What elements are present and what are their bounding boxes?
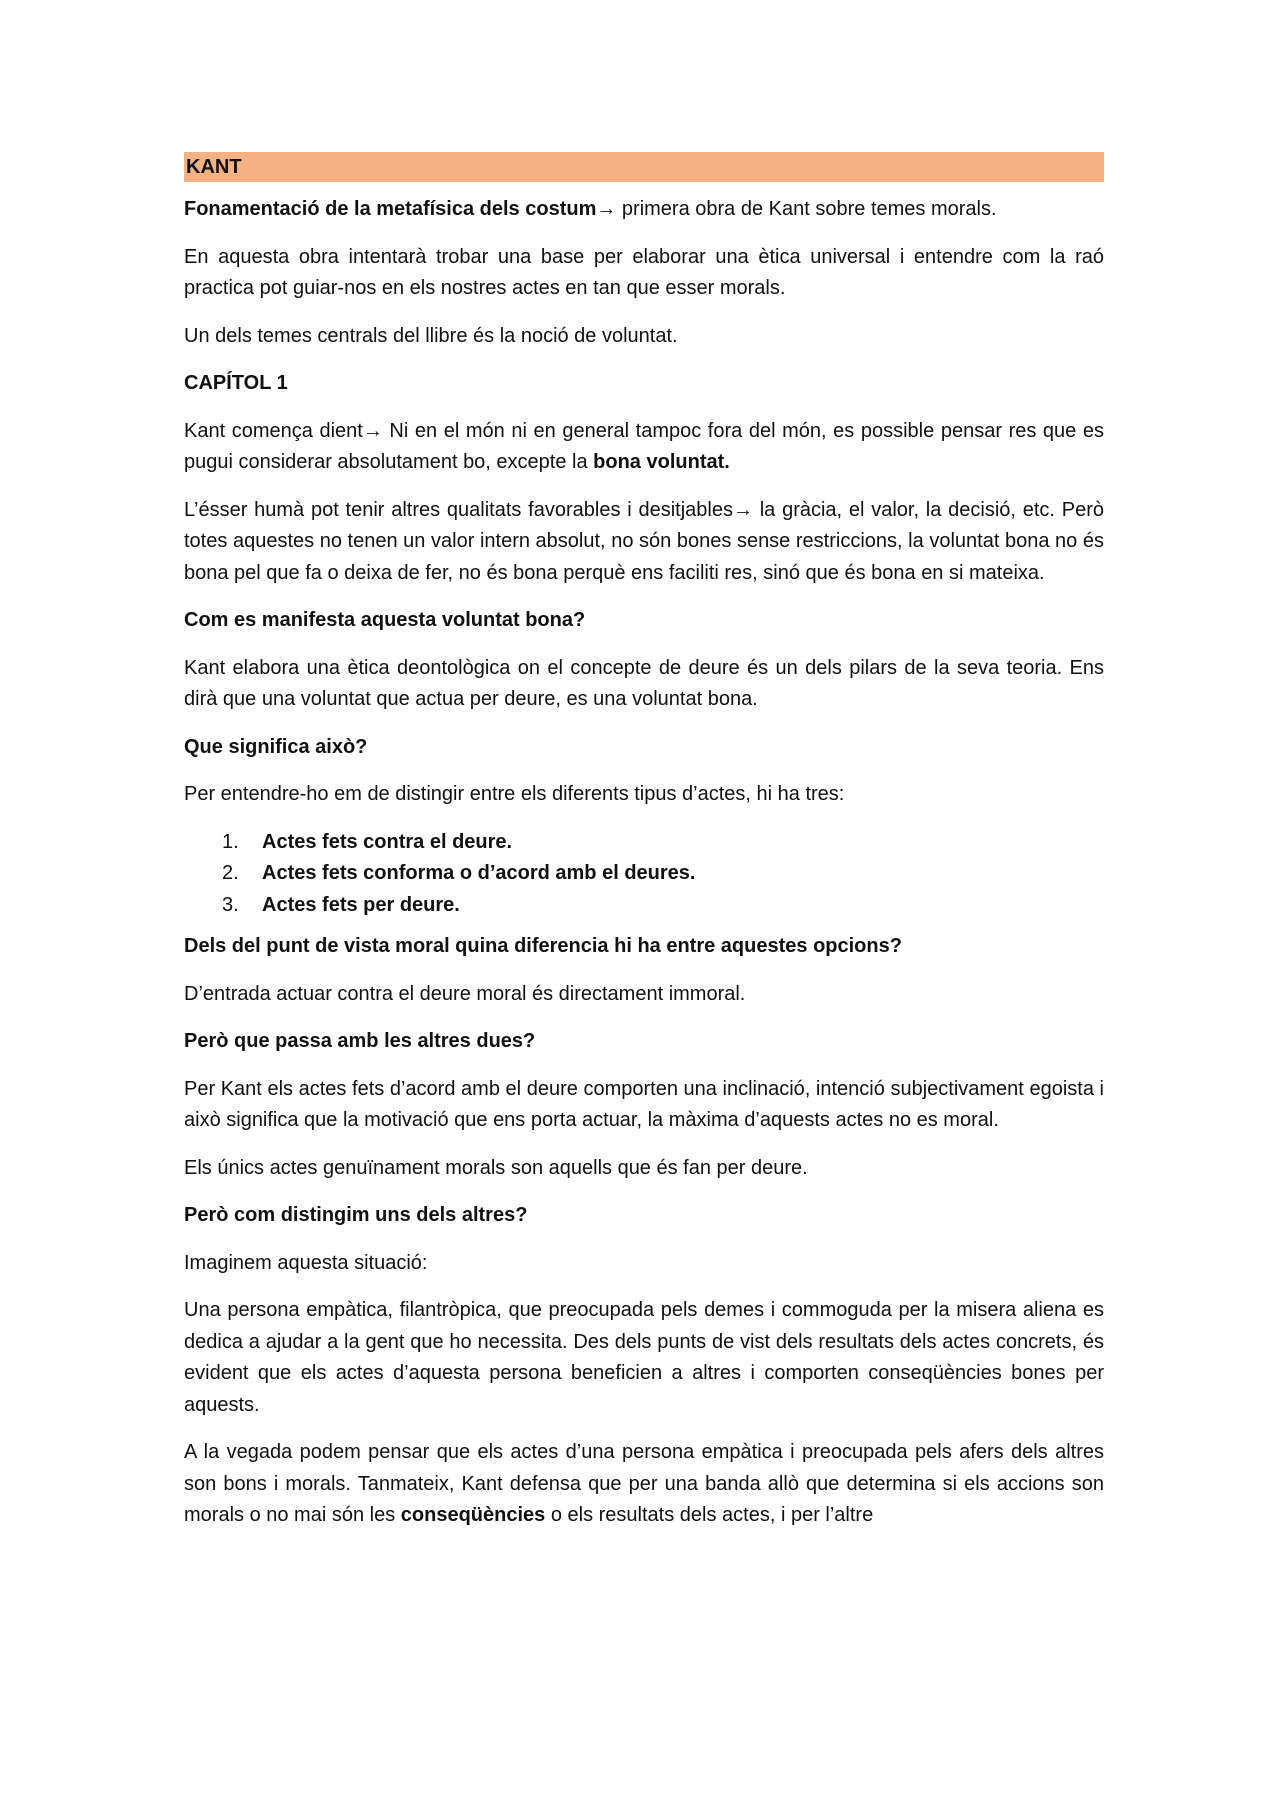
paragraph-immoral: D’entrada actuar contra el deure moral és directament immoral. [184, 982, 746, 1005]
paragraph-genuine: Els únics actes genuïnament morals son aquells que és fan per deure. [184, 1156, 808, 1179]
bold-term-consequences: conseqüències [400, 1504, 546, 1526]
arrow-icon: → [732, 498, 753, 521]
paragraph-empathic-person: Una persona empàtica, filantròpica, que preocupada pels demes i commoguda per la misera aliena es dedica a ajudar a la gent que ho necessita. Des dels punts de vist dels resultats dels actes concrets, és evident que els actes d’aquesta persona beneficien a altres i comporten conseqüències bones per aquests. [184, 1299, 1104, 1416]
paragraph-imagine: Imaginem aquesta situació: [184, 1251, 428, 1274]
subheading-chapter-1: CAPÍTOL 1 [184, 372, 288, 394]
paragraph-deontological: Kant elabora una ètica deontològica on el concepte de deure és un dels pilars de la seva teoria. Ens dirà que una voluntat que actua per deure, es una voluntat bona. [184, 656, 1104, 710]
section-heading-kant: KANT [184, 152, 1104, 182]
paragraph-qualities: L’ésser humà pot tenir altres qualitats favorables i desitjables→ la gràcia, el valor, la decisió, etc. Però totes aquestes no tenen un valor intern absolut, no són bones sense restriccions, la voluntat bona no és bona pel que fa o deixa de fer, no és bona perquè ens faciliti res, sinó que és bona en si mateixa. [184, 498, 1104, 584]
bold-term-good-will: bona voluntat [593, 451, 725, 473]
subheading-distingim: Però com distingim uns dels altres? [184, 1204, 528, 1226]
arrow-icon: → [362, 419, 383, 442]
list-item: 1. Actes fets contra el deure. [222, 830, 513, 853]
paragraph-consequences: A la vegada podem pensar que els actes d’una persona empàtica i preocupada pels afers dels altres son bons i morals. Tanmateix, Kant defensa que per una banda allò que determina si els accions son morals o no mai són les conseqüències o els resultats dels actes, i per l’altre [184, 1441, 1104, 1526]
subheading-diferencia: Dels del punt de vista moral quina diferencia hi ha entre aquestes opcions? [184, 935, 902, 957]
paragraph-objective: En aquesta obra intentarà trobar una base per elaborar una ètica universal i entendre com la raó practica pot guiar-nos en els nostres actes en tan que esser morals. [184, 245, 1104, 299]
list-item: 2. Actes fets conforma o d’acord amb el deures. [222, 862, 696, 884]
book-title: Fonamentació de la metafísica dels costum [184, 198, 597, 220]
paragraph-intro: Fonamentació de la metafísica dels costum→ primera obra de Kant sobre temes morals. [184, 198, 997, 220]
paragraph-central-theme: Un dels temes centrals del llibre és la noció de voluntat. [184, 324, 678, 347]
paragraph-kant-says: Kant comença dient→ Ni en el món ni en general tampoc fora del món, es possible pensar res que es pugui considerar absolutament bo, excepte la bona voluntat. [184, 419, 1105, 473]
subheading-altres: Però que passa amb les altres dues? [184, 1030, 536, 1052]
subheading-significa: Que significa això? [184, 735, 368, 758]
acts-list [184, 827, 1104, 922]
paragraph-inclination: Per Kant els actes fets d’acord amb el deure comporten una inclinació, intenció subjectivament egoista i això significa que la motivació que ens porta actuar, la màxima d’aquests actes no es moral. [184, 1077, 1104, 1131]
paragraph-types-intro: Per entendre-ho em de distingir entre els diferents tipus d’actes, hi ha tres: [184, 783, 845, 805]
list-item: 3. Actes fets per deure. [222, 893, 460, 916]
arrow-icon: → [596, 198, 617, 220]
subheading-manifesta: Com es manifesta aquesta voluntat bona? [184, 609, 586, 631]
